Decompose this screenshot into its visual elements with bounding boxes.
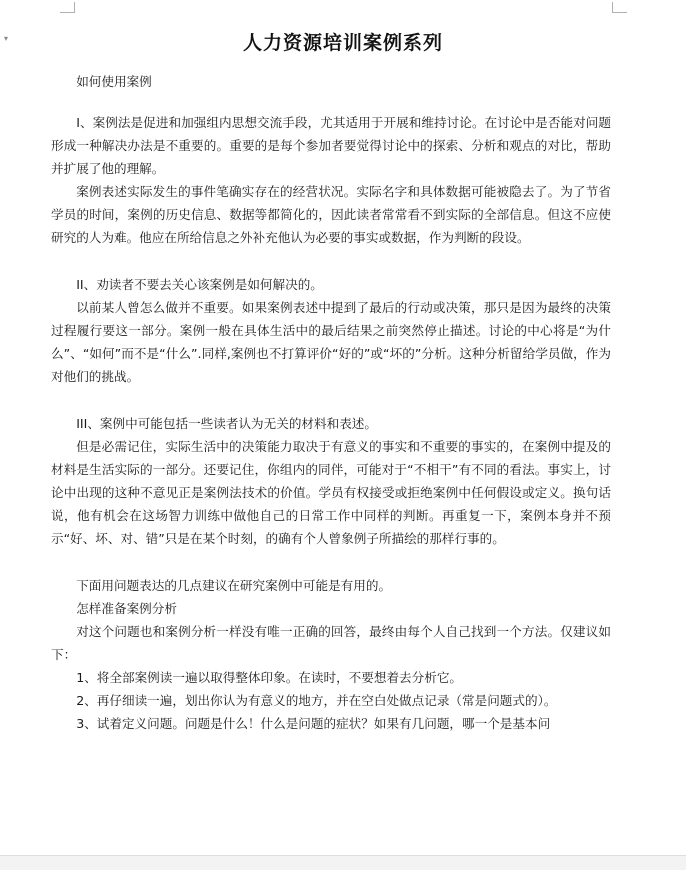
page-corner-mark-left xyxy=(60,2,75,13)
intro-heading: 如何使用案例 xyxy=(76,74,152,89)
horizontal-scrollbar[interactable] xyxy=(0,855,686,870)
page-corner-mark-right xyxy=(612,2,627,13)
list-item: 2、再仔细读一遍，划出你认为有意义的地方，并在空白处做点记录（常是问题式的）。 xyxy=(76,693,557,708)
list-item: 1、将全部案例读一遍以取得整体印象。在读时，不要想着去分析它。 xyxy=(76,670,463,685)
section-3-heading: III、案例中可能包括一些读者认为无关的材料和表述。 xyxy=(76,416,377,431)
document-title: 人力资源培训案例系列 xyxy=(242,32,443,54)
section-3-body: 但是必需记住，实际生活中的决策能力取决于有意义的事实和不重要的事实的，在案例中提及的材料是生活实际的一部分。还要记住，你组内的同伴，可能对于“不相干”有不同的看法。事实上，讨论中出现的这种不意见正是案例法技术的价值。学员有权接受或拒绝案例中任何假设或定义。换句话说，他有机会在这场智力训练中做他自己的日常工作中同样的判断。再重复一下，案例本身并不预示“好、坏、对、错”只是在某个时刻，的确有个人曾象例子所描绘的那样行事的。 xyxy=(51,439,611,546)
section-1-heading: I、案例法是促进和加强组内思想交流手段，尤其适用于开展和维持讨论。在讨论中是否能对问题形成一种解决办法是不重要的。重要的是每个参加者要觉得讨论中的探索、分析和观点的对比，帮助并扩展了他的理解。 xyxy=(51,115,611,176)
margin-caret-icon: ▾ xyxy=(4,34,9,43)
closing-lead: 下面用问题表达的几点建议在研究案例中可能是有用的。 xyxy=(76,578,392,593)
section-2-body: 以前某人曾怎么做并不重要。如果案例表述中提到了最后的行动或决策，那只是因为最终的决策过程履行要这一部分。案例一般在具体生活中的最后结果之前突然停止描述。讨论的中心将是“为什么”、“如何”而不是“什么”.同样,案例也不打算评价“好的”或“坏的”分析。这种分析留给学员做，作为对他们的挑战。 xyxy=(51,300,611,384)
closing-subheading: 怎样准备案例分析 xyxy=(76,601,177,616)
section-1-body: 案例表述实际发生的事件笔确实存在的经营状况。实际名字和具体数据可能被隐去了。为了节省学员的时间，案例的历史信息、数据等都简化的，因此读者常常看不到实际的全部信息。但这不应使研究的人为难。他应在所给信息之外补充他认为必要的事实或数据，作为判断的段设。 xyxy=(51,184,611,245)
section-2-heading: II、劝读者不要去关心该案例是如何解决的。 xyxy=(76,277,323,292)
closing-paragraph: 对这个问题也和案例分析一样没有唯一正确的回答，最终由每个人自己找到一个方法。仅建议如下： xyxy=(51,624,611,662)
document-body xyxy=(51,70,611,735)
list-item: 3、试着定义问题。问题是什么！什么是问题的症状？如果有几问题，哪一个是基本问 xyxy=(76,716,551,731)
